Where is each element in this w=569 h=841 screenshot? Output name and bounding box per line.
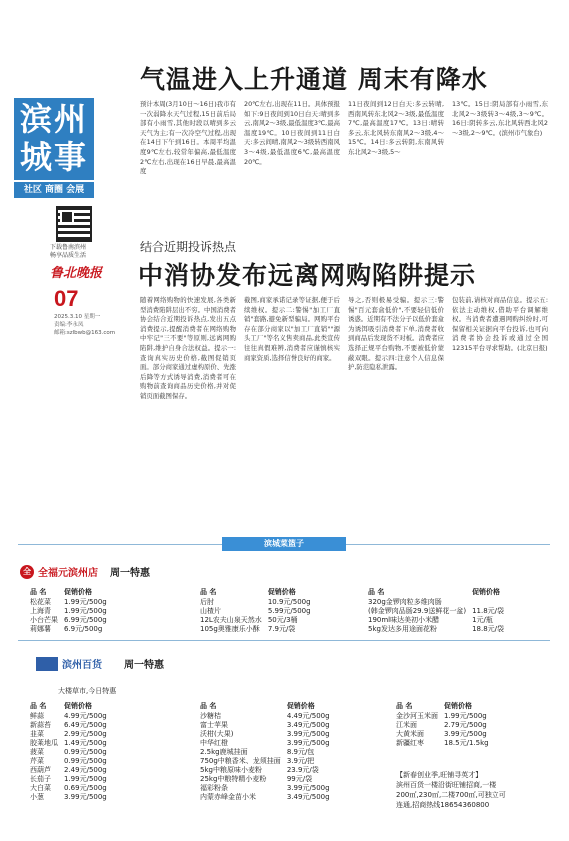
ad2-store-name: 滨州百货 bbox=[62, 660, 102, 671]
product-price: 10.9元/500g bbox=[267, 598, 311, 606]
product-price: 50元/3桶 bbox=[267, 616, 298, 624]
table-row bbox=[30, 607, 113, 616]
table-row bbox=[30, 616, 113, 625]
table-row bbox=[200, 598, 317, 607]
notice-line: 连通,招商热线18654360800 bbox=[396, 801, 490, 809]
table-row bbox=[200, 607, 317, 616]
article2-kicker: 结合近期投诉热点 bbox=[140, 240, 237, 254]
brand-line-2: 城事 bbox=[19, 138, 88, 176]
product-name: 2.5kg鹿城挂面 bbox=[200, 748, 248, 756]
product-name: 西葫芦 bbox=[30, 766, 51, 774]
section-ribbon: 滨城菜篮子 bbox=[222, 537, 346, 551]
product-name: 5kg中粮原味小麦粉 bbox=[200, 766, 262, 774]
product-name: 鲜蒜 bbox=[30, 712, 44, 720]
product-name: 中华红橙 bbox=[200, 739, 228, 747]
product-name: 25kg中粮特精小麦粉 bbox=[200, 775, 267, 783]
product-name: 金沙河玉米面 bbox=[396, 712, 438, 720]
ad1-table-2 bbox=[200, 588, 317, 634]
product-name: 105g奥雅康乐小酥 bbox=[200, 625, 260, 633]
ad1-table-3 bbox=[368, 588, 510, 634]
column-header-price: 促销价格 bbox=[267, 588, 296, 596]
table-row bbox=[30, 625, 113, 634]
product-price: 1.99元/500g bbox=[64, 598, 107, 606]
table-row bbox=[200, 721, 336, 730]
product-name: 韭菜 bbox=[30, 730, 44, 738]
price-table bbox=[200, 702, 336, 802]
price-table bbox=[368, 588, 510, 634]
qr-code-icon bbox=[56, 206, 92, 242]
ad2-table-3 bbox=[396, 702, 495, 748]
ad1-store-name: 全福元滨州店 bbox=[38, 568, 98, 579]
column-header-price: 促销价格 bbox=[64, 588, 92, 596]
issue-date: 2025.3.10 星期一 bbox=[54, 314, 101, 320]
product-price: 2.79元/500g bbox=[444, 721, 487, 729]
product-name: 新蒜苔 bbox=[30, 721, 51, 729]
product-price: 18.8元/袋 bbox=[472, 625, 505, 633]
issue-editor: 责编:李永凤 bbox=[54, 322, 84, 328]
product-name: 后肘 bbox=[200, 598, 214, 606]
price-table bbox=[30, 588, 113, 634]
table-row bbox=[200, 616, 317, 625]
product-price bbox=[472, 598, 510, 607]
product-name: 胶莱地瓜 bbox=[30, 739, 58, 747]
table-row bbox=[30, 793, 113, 802]
column-header-price: 促销价格 bbox=[64, 702, 92, 710]
article1-column-2: 20℃左右,出现在11日。具体预报如下:9日夜间到10日白天:晴到多云,南风2～3级,最低温度3℃,最高温度19℃。10日夜间到11日白天:多云间晴,南风2～3级转西南风3～4级,最低温度6℃,最高温度20℃。 bbox=[244, 100, 340, 166]
table-row bbox=[30, 598, 113, 607]
product-price: 11.8元/袋 bbox=[472, 607, 505, 615]
column-header-name: 品 名 bbox=[30, 588, 47, 596]
product-name: 沙糖桔 bbox=[200, 712, 221, 720]
product-price: 1.99元/500g bbox=[64, 607, 107, 615]
product-price: 6.99元/500g bbox=[64, 616, 107, 624]
product-price: 1.49元/500g bbox=[64, 739, 107, 747]
qr-caption bbox=[50, 244, 110, 260]
product-price: 3.99元/500g bbox=[286, 739, 330, 747]
column-header-price: 促销价格 bbox=[472, 588, 501, 596]
article2-column-3: 导之,否则极易受骗。提示三:警惕"百元套盒低价",不要轻信低价诱惑。近期有不法分子以低价套盒为诱饵吸引消费者下单,消费者收到商品后发现货不对板。消费者应选择正规平台购物,不要被低价蒙蔽双眼。提示四:注意个人信息保护,防范隐私泄露。 bbox=[348, 296, 444, 372]
table-row bbox=[368, 616, 510, 625]
ad1-header bbox=[20, 564, 150, 579]
product-price: 2.99元/500g bbox=[64, 730, 107, 738]
ad-divider bbox=[18, 640, 550, 641]
ad2-header bbox=[36, 656, 164, 671]
product-name: 沃柑(大果) bbox=[200, 730, 234, 738]
column-header-name: 品 名 bbox=[30, 702, 47, 710]
product-name: 小台芒果 bbox=[30, 616, 58, 624]
table-row bbox=[200, 712, 336, 721]
product-name: 芹菜 bbox=[30, 757, 44, 765]
table-row bbox=[200, 775, 336, 784]
table-row bbox=[30, 712, 113, 721]
product-price: 18.5元/1.5kg bbox=[444, 739, 489, 747]
article1-headline: 气温进入上升通道 周末有降水 bbox=[140, 65, 488, 94]
product-price: 3.49元/500g bbox=[286, 793, 330, 801]
ad2-subtitle: 大楼草市,今日特惠 bbox=[58, 687, 117, 695]
newspaper-logo: 鲁北晚报 bbox=[50, 266, 103, 281]
column-header-name: 品 名 bbox=[368, 588, 385, 596]
product-name: 松花菜 bbox=[30, 598, 51, 606]
product-price: 3.9元/把 bbox=[286, 757, 315, 765]
product-name: 莉娜薯 bbox=[30, 625, 51, 633]
table-row bbox=[200, 748, 336, 757]
product-price: 0.99元/500g bbox=[64, 757, 107, 765]
article1-column-1: 预计本周(3月10日～16日)我市有一次弱降水天气过程,15日前后局部有小雨雪,其他时段以晴到多云天气为主;有一次冷空气过程,出现在14日下午到16日。本周平均温度9℃左右,较常年偏高,最低温度2℃左右,出现在16日早晨,最高温度 bbox=[140, 100, 236, 176]
issue-email: 邮箱:szlbwb@163.com bbox=[54, 330, 116, 336]
qr-caption-line: 畅享品质生活 bbox=[50, 252, 87, 259]
table-row bbox=[396, 712, 495, 721]
product-price: 7.9元/袋 bbox=[267, 625, 296, 633]
product-name: 小葱 bbox=[30, 793, 44, 801]
article2-headline: 中消协发布远离网购陷阱提示 bbox=[138, 261, 477, 290]
table-row bbox=[396, 721, 495, 730]
product-price: 3.49元/500g bbox=[286, 721, 330, 729]
product-name: 新疆红枣 bbox=[396, 739, 424, 747]
product-price: 3.99元/500g bbox=[444, 730, 487, 738]
store-logo-icon bbox=[36, 657, 58, 671]
product-name: 190ml味达美初小米醋 bbox=[368, 616, 440, 624]
product-price: 3.99元/500g bbox=[286, 730, 330, 738]
product-name: 江米面 bbox=[396, 721, 417, 729]
product-name: 菠菜 bbox=[30, 748, 44, 756]
product-price: 3.99元/500g bbox=[286, 784, 330, 792]
table-row bbox=[396, 739, 495, 748]
notice-line: 滨州百货一楼沿街旺铺招商,一楼 bbox=[396, 781, 497, 789]
table-row bbox=[30, 748, 113, 757]
product-price: 0.99元/500g bbox=[64, 748, 107, 756]
qr-caption-line: 下载鲁南滨州 bbox=[50, 244, 87, 251]
section-brand bbox=[14, 98, 94, 180]
store-logo-icon: 全 bbox=[20, 565, 34, 579]
table-row bbox=[200, 784, 336, 793]
product-name: 大黄米面 bbox=[396, 730, 424, 738]
table-row bbox=[200, 625, 317, 634]
table-row bbox=[30, 721, 113, 730]
page-number: 07 bbox=[54, 286, 79, 311]
product-name: 福彩粉条 bbox=[200, 784, 228, 792]
section-subtitle: 社区 商圈 会展 bbox=[14, 182, 94, 198]
ad2-table-1 bbox=[30, 702, 113, 802]
product-price: 4.49元/500g bbox=[286, 712, 330, 720]
issue-meta bbox=[54, 313, 124, 337]
article2-column-1: 随着网络购物的快速发展,各类新型消费陷阱层出不穷。中国消费者协会结合近期投诉热点,发出五点消费提示,提醒消费者在网络购物中牢记"三不要"等原则,远离网购陷阱,维护自身合法权益。提示一:查询真实历史价格,截图促销页面。部分商家通过虚构原价、先涨后降等方式诱导消费,消费者可在购物前查询商品历史价格,并对促销页面截图保存。 bbox=[140, 296, 236, 400]
product-price: 3.99元/500g bbox=[64, 793, 107, 801]
table-row bbox=[30, 775, 113, 784]
product-name: 富士苹果 bbox=[200, 721, 228, 729]
product-name: 内蒙赤峰金苗小米 bbox=[200, 793, 256, 801]
table-row bbox=[200, 730, 336, 739]
table-row bbox=[368, 607, 510, 616]
product-name: 山楂片 bbox=[200, 607, 221, 615]
product-price: 0.69元/500g bbox=[64, 784, 107, 792]
column-header-price: 促销价格 bbox=[444, 702, 472, 710]
column-header-name: 品 名 bbox=[200, 588, 217, 596]
article2-column-4: 包装前,请核对商品信息。提示五:依法主动维权,借助平台调解维权。当消费者遭遇网购纠纷时,可保留相关证据向平台投诉,也可向消费者协会投诉或通过全国12315平台寻求帮助。(北京日报) bbox=[452, 296, 548, 352]
price-table bbox=[30, 702, 113, 802]
ad2-leasing-notice bbox=[396, 770, 556, 810]
product-price: 6.9元/500g bbox=[64, 625, 103, 633]
article2-column-2: 截图,商家承诺记录等证据,便于后续维权。提示二:警惕"加工厂直销"套路,避免新型骗局。网购平台存在部分商家以"加工厂直销""源头工厂"等名义售卖商品,此类宣传往往真假难辨,消费者应谨慎核实商家资质,选择信誉良好的商家。 bbox=[244, 296, 340, 362]
price-table bbox=[396, 702, 495, 748]
product-price: 1.99元/500g bbox=[64, 775, 107, 783]
notice-line: 【新春创业季,旺铺寻英才】 bbox=[396, 771, 483, 779]
table-row bbox=[368, 625, 510, 634]
ad2-table-2 bbox=[200, 702, 336, 802]
product-name: 长茄子 bbox=[30, 775, 51, 783]
product-name: 5kg发达多用途面花粉 bbox=[368, 625, 437, 633]
brand-line-1: 滨州 bbox=[19, 100, 88, 138]
column-header-name: 品 名 bbox=[200, 702, 217, 710]
article1-column-4: 13℃。15日:阴局部有小雨雪,东北风2～3级转3～4级,3～9℃。16日:阴转多云,东北风转西北风2～3级,2～9℃。(滨州市气象台) bbox=[452, 100, 548, 137]
product-price: 6.49元/500g bbox=[64, 721, 107, 729]
column-header-price: 促销价格 bbox=[286, 702, 315, 710]
table-row bbox=[30, 757, 113, 766]
ad1-week-label: 周一特惠 bbox=[110, 568, 150, 579]
table-row bbox=[30, 730, 113, 739]
table-row bbox=[396, 730, 495, 739]
table-row bbox=[368, 598, 510, 607]
table-row bbox=[30, 766, 113, 775]
product-name: (韩金锣肉品肠29.9送鲜花一盆) bbox=[368, 607, 467, 615]
table-row bbox=[30, 739, 113, 748]
product-price: 5.99元/500g bbox=[267, 607, 311, 615]
table-row bbox=[30, 784, 113, 793]
product-name: 320g金锣肉粒多维肉肠 bbox=[368, 598, 442, 606]
product-price: 4.99元/500g bbox=[64, 712, 107, 720]
product-name: 750g中粮香米、龙须挂面 bbox=[200, 757, 281, 765]
product-price: 1.99元/500g bbox=[444, 712, 487, 720]
product-price: 23.9元/袋 bbox=[286, 766, 319, 774]
table-row bbox=[200, 793, 336, 802]
table-row bbox=[200, 757, 336, 766]
product-name: 12L农夫山泉天然水 bbox=[200, 616, 262, 624]
product-price: 2.49元/500g bbox=[64, 766, 107, 774]
price-table bbox=[200, 588, 317, 634]
product-price: 8.9元/包 bbox=[286, 748, 315, 756]
table-row bbox=[200, 766, 336, 775]
product-price: 1元/瓶 bbox=[472, 616, 493, 624]
product-name: 上海青 bbox=[30, 607, 51, 615]
ad1-table-1 bbox=[30, 588, 113, 634]
notice-line: 200㎡,230㎡,二楼700㎡,可独立可 bbox=[396, 791, 506, 799]
product-name: 大白菜 bbox=[30, 784, 51, 792]
article1-column-3: 11日夜间到12日白天:多云转晴,西南风转东北风2～3级,最低温度7℃,最高温度17℃。13日:晴转多云,东北风转东南风2～3级,4～15℃。14日:多云转阴,东南风转东北风2～3级,5～ bbox=[348, 100, 444, 156]
column-header-name: 品 名 bbox=[396, 702, 413, 710]
product-price: 99元/袋 bbox=[286, 775, 313, 783]
ad2-week-label: 周一特惠 bbox=[124, 660, 164, 671]
table-row bbox=[200, 739, 336, 748]
